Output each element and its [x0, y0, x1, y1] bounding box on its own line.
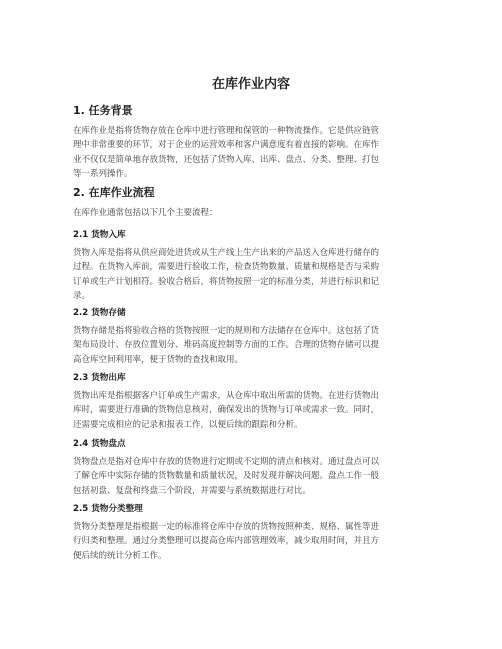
subsection-paragraph-outbound: 货物出库是指根据客户订单或生产需求，从仓库中取出所需的货物。在进行货物出 库时，需要进行准确的货物信息核对，确保发出的货物与订单或需求一致。同时， 还需要完成相应的记录和报表工作，以便后续的跟踪和分析。: [73, 391, 380, 430]
subsection-paragraph-stocktaking: 货物盘点是指对仓库中存放的货物进行定期或不定期的清点和核对。通过盘点可以 了解仓库中实际存储的货物数量和质量状况，及时发现并解决问题。盘点工作一般 包括初盘、复盘和终盘三个阶段，并需要与系统数据进行对比。: [73, 457, 380, 496]
subsection-paragraph-inbound: 货物入库是指将从供应商处进货或从生产线上生产出来的产品送入仓库进行储存的 过程。在货物入库前，需要进行验收工作，检查货物数量、质量和规格是否与采购 订单或生产计划相符。验收合格后，将货物按照一定的标准分类，并进行标识和记 录。: [73, 248, 380, 302]
subsection-heading-stocktaking: 2.4 货物盘点: [73, 439, 126, 449]
subsection-heading-outbound: 2.3 货物出库: [73, 373, 126, 383]
section-paragraph-workflow: 在库作业通常包括以下几个主要流程：: [73, 208, 218, 218]
section-heading-workflow: 2. 在库作业流程: [73, 186, 155, 199]
subsection-heading-inbound: 2.1 货物入库: [73, 230, 126, 240]
section-heading-task-background: 1. 任务背景: [73, 104, 133, 117]
section-paragraph-task-background: 在库作业是指将货物存放在仓库中进行管理和保管的一种物流操作。它是供应链管 理中非常重要的环节，对于企业的运营效率和客户满意度有着直接的影响。在库作 业不仅仅是简单地存放货物，还包括了货物入库、出库、盘点、分类、整理、打包 等一系列操作。: [73, 126, 380, 180]
document-title: 在库作业内容: [211, 77, 290, 92]
subsection-heading-storage: 2.2 货物存储: [73, 308, 126, 318]
subsection-paragraph-storage: 货物存储是指将验收合格的货物按照一定的规则和方法储存在仓库中。这包括了货 架布局设计、存放位置划分、堆码高度控制等方面的工作。合理的货物存储可以提 高仓库空间利用率，便于货物的查找和取用。: [73, 326, 380, 365]
subsection-heading-classification: 2.5 货物分类整理: [73, 504, 143, 514]
subsection-paragraph-classification: 货物分类整理是指根据一定的标准将仓库中存放的货物按照种类、规格、属性等进 行归类和整理。通过分类整理可以提高仓库内部管理效率，减少取用时间，并且方 便后续的统计分析工作。: [73, 522, 380, 561]
